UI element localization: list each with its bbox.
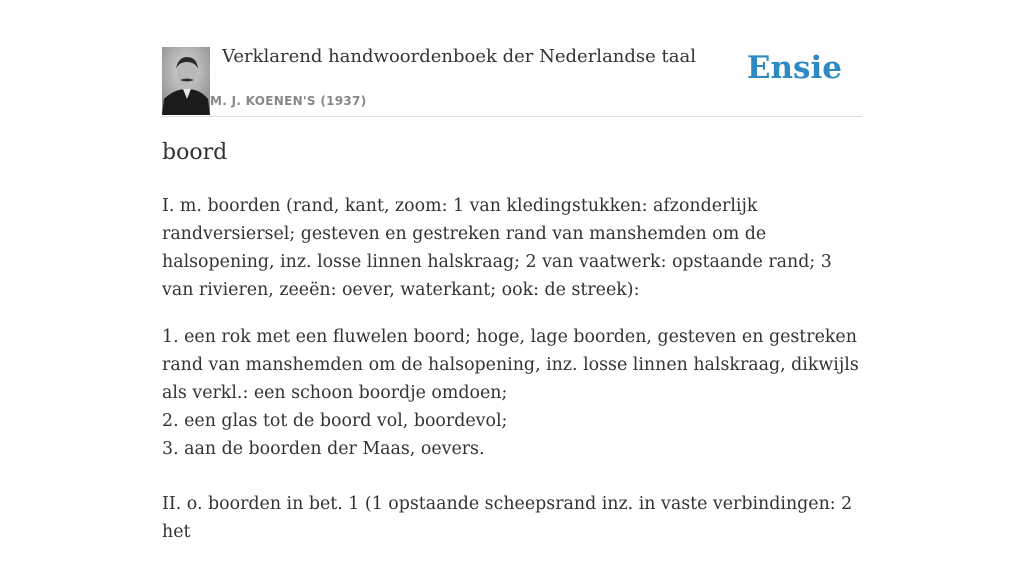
definition-2: II. o. boorden in bet. 1 (1 opstaande scheepsrand inz. in vaste verbindingen: 2 het [162,494,853,542]
example-item: 1. een rok met een fluwelen boord; hoge, lage boorden, gesteven en gestreken rand van manshemden om de halsopening, inz. losse linnen halskraag, dikwijls als verkl.: een schoon boordje omdoen; [162,327,859,403]
page [162,0,862,542]
book-author: M. J. KOENEN'S (1937) [210,94,367,108]
ensie-logo-link[interactable]: Ensie [746,50,842,86]
example-item: 3. aan de boorden der Maas, oevers. [162,439,485,459]
definition-1: I. m. boorden (rand, kant, zoom: 1 van kledingstukken: afzonderlijk randversiersel; gesteven en gestreken rand van manshemden om de halsopening, inz. losse linnen halskraag; 2 van vaatwerk: opstaande rand; 3 van rivieren, zeeën: oever, waterkant; ook: de streek): [162,196,832,300]
book-title: Verklarend handwoordenboek der Nederlandse taal [222,46,696,67]
author-portrait-icon [162,47,210,115]
examples-list [162,323,862,463]
header [162,0,862,117]
entry-title: boord [162,140,228,165]
entry-body [162,192,862,565]
example-item: 2. een glas tot de boord vol, boordevol; [162,411,508,431]
